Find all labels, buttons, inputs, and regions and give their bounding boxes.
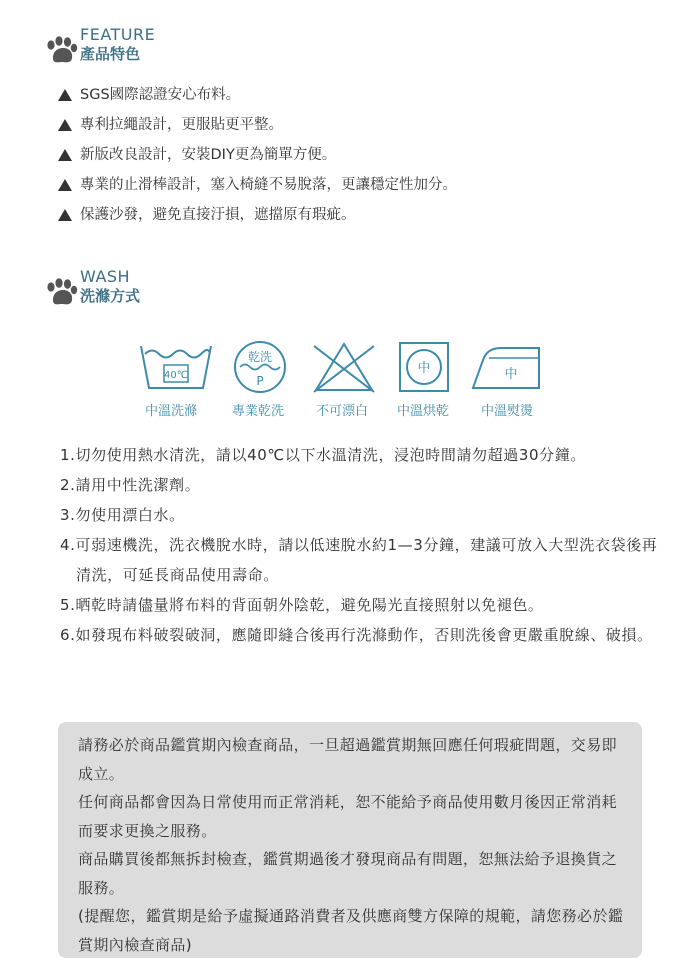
list-item: 1.切勿使用熱水清洗，請以40℃以下水溫清洗，浸泡時間請勿超過30分鐘。 xyxy=(60,446,586,464)
wash-title-en: WASH xyxy=(80,267,131,286)
triangle-bullet-icon xyxy=(58,209,72,221)
notice-paragraph: 請務必於商品鑑賞期內檢查商品，一旦超過鑑賞期無回應任何瑕疵問題，交易即成立。 xyxy=(78,736,618,783)
wash-title-zh: 洗滌方式 xyxy=(80,287,141,305)
feature-title-en: FEATURE xyxy=(80,25,156,44)
paw-icon xyxy=(44,36,78,66)
notice-paragraph: 商品購買後都無拆封檢查，鑑賞期過後才發現商品有問題，恕無法給予退換貨之服務。 xyxy=(78,850,618,897)
list-item: 6.如發現布料破裂破洞，應隨即縫合後再行洗滌動作，否則洗後會更嚴重脫線、破損。 xyxy=(60,626,653,644)
svg-text:P: P xyxy=(256,374,264,388)
svg-text:乾洗: 乾洗 xyxy=(247,350,273,364)
svg-text:中: 中 xyxy=(417,361,431,376)
wash-header xyxy=(44,268,140,308)
care-label: 專業乾洗 xyxy=(231,404,284,419)
wash-steps xyxy=(60,440,660,650)
care-item-dry-clean xyxy=(218,340,302,394)
list-item: 3.勿使用漂白水。 xyxy=(60,506,185,524)
notice-box xyxy=(58,722,642,958)
list-item: 保護沙發，避免直接汙損，遮擋原有瑕疵。 xyxy=(58,204,457,234)
care-item-wash xyxy=(134,340,218,392)
list-item: 2.請用中性洗潔劑。 xyxy=(60,476,201,494)
triangle-bullet-icon xyxy=(58,149,72,161)
list-item: SGS國際認證安心布料。 xyxy=(58,84,457,114)
care-label: 中溫熨燙 xyxy=(480,404,533,419)
triangle-bullet-icon xyxy=(58,179,72,191)
list-item: 5.晒乾時請儘量將布料的背面朝外陰乾，避免陽光直接照射以免褪色。 xyxy=(60,596,544,614)
triangle-bullet-icon xyxy=(58,119,72,131)
feature-header xyxy=(44,26,155,66)
care-label: 中溫洗滌 xyxy=(144,404,197,419)
svg-text:中: 中 xyxy=(504,367,518,382)
iron-icon xyxy=(469,340,543,392)
triangle-bullet-icon xyxy=(58,89,72,101)
list-item: 專業的止滑棒設計，塞入椅縫不易脫落，更讓穩定性加分。 xyxy=(58,174,457,204)
care-label: 中溫烘乾 xyxy=(396,404,449,419)
notice-paragraph: (提醒您，鑑賞期是給予虛擬通路消費者及供應商雙方保障的規範，請您務必於鑑賞期內檢查商品) xyxy=(78,907,624,954)
wash-tub-icon xyxy=(139,340,213,392)
svg-text:40℃: 40℃ xyxy=(164,370,188,381)
no-bleach-icon xyxy=(308,340,380,394)
feature-list xyxy=(58,84,457,234)
list-item: 新版改良設計，安裝DIY更為簡單方便。 xyxy=(58,144,457,174)
feature-title-zh: 產品特色 xyxy=(80,45,141,63)
notice-paragraph: 任何商品都會因為日常使用而正常消耗，恕不能給予商品使用數月後因正常消耗而要求更換之服務。 xyxy=(78,793,618,840)
list-item: 4.可弱速機洗，洗衣機脫水時，請以低速脫水約1—3分鐘，建議可放入大型洗衣袋後再清洗，可延長商品使用壽命。 xyxy=(60,536,658,584)
care-item-no-bleach xyxy=(302,340,386,394)
list-item: 專利拉繩設計，更服貼更平整。 xyxy=(58,114,457,144)
care-item-iron xyxy=(464,340,548,392)
care-label: 不可漂白 xyxy=(315,404,368,419)
tumble-dry-icon xyxy=(397,340,451,394)
dry-clean-icon xyxy=(231,340,289,394)
paw-icon xyxy=(44,278,78,308)
care-item-tumble-dry xyxy=(382,340,466,394)
